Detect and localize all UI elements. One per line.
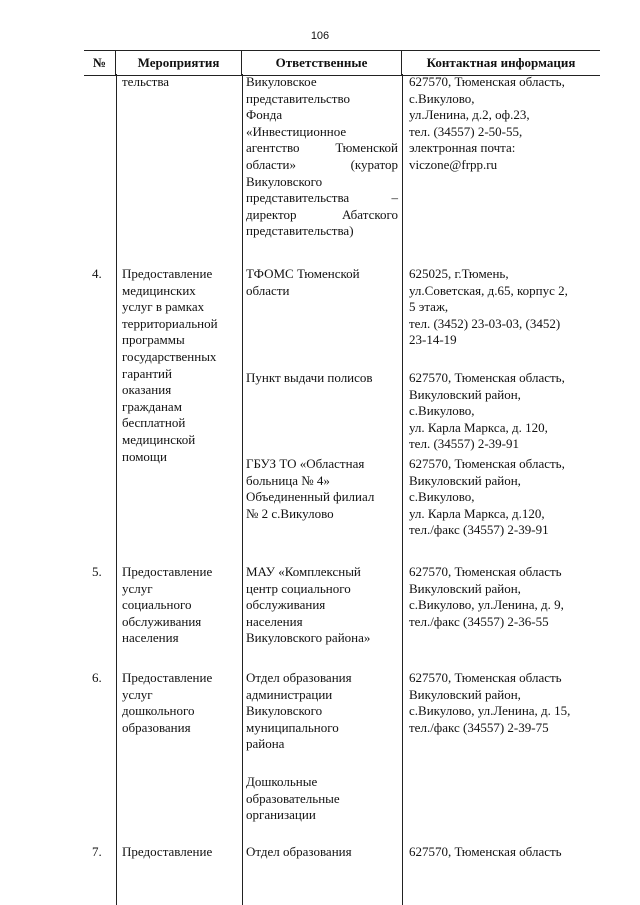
cell-line: Предоставление bbox=[122, 564, 213, 579]
cell-line: бесплатной bbox=[122, 415, 186, 431]
row-4-activity bbox=[122, 266, 238, 465]
cell-line: тельства bbox=[122, 74, 170, 89]
cell-line: Предоставление bbox=[122, 266, 213, 281]
cell-line: социального bbox=[122, 597, 192, 613]
table-header bbox=[84, 50, 600, 76]
row-5-contact bbox=[409, 564, 599, 630]
cell-line: с.Викулово, ул.Ленина, д. 15, bbox=[409, 703, 571, 719]
cell-line: ГБУЗ ТО «Областная bbox=[246, 456, 365, 471]
cell-line: «Инвестиционное bbox=[246, 123, 347, 139]
row-6-activity bbox=[122, 670, 238, 736]
row-continuation-activity bbox=[122, 74, 238, 91]
cell-line: Отдел образования bbox=[246, 844, 352, 859]
cell-line: тел. (34557) 2-39-91 bbox=[409, 436, 520, 452]
cell-line: ул. Карла Маркса, д.120, bbox=[409, 505, 545, 521]
row-7-activity bbox=[122, 844, 238, 861]
row-7-responsible bbox=[246, 844, 398, 861]
row-4-contact-hospital bbox=[409, 456, 599, 539]
cell-line: Викуловское bbox=[246, 74, 317, 89]
cell-line: электронная почта: bbox=[409, 140, 516, 156]
cell-line: населения bbox=[246, 613, 303, 629]
cell-line: МАУ «Комплексный bbox=[246, 564, 361, 579]
cell-line: тел./факс (34557) 2-39-75 bbox=[409, 719, 549, 735]
cell-line: образовательные bbox=[246, 790, 340, 806]
cell-line: тел./факс (34557) 2-36-55 bbox=[409, 613, 549, 629]
cell-line: 627570, Тюменская область, bbox=[409, 74, 565, 89]
page-number: 106 bbox=[310, 30, 330, 42]
cell-line: Викуловский район, bbox=[409, 386, 521, 402]
row-6-number: 6. bbox=[92, 670, 102, 685]
cell-line: № 2 с.Викулово bbox=[246, 505, 334, 521]
cell-line: Пункт выдачи полисов bbox=[246, 370, 373, 385]
cell-line: ул. Карла Маркса, д. 120, bbox=[409, 419, 548, 435]
cell-line: программы bbox=[122, 332, 185, 348]
cell-line: представительства – bbox=[246, 190, 398, 206]
cell-line: агентство Тюменской bbox=[246, 140, 398, 156]
cell-line: с.Викулово, bbox=[409, 489, 475, 505]
cell-line: организации bbox=[246, 807, 316, 823]
cell-line: представительства) bbox=[246, 223, 354, 239]
cell-line: Предоставление bbox=[122, 670, 213, 685]
cell-line: дошкольного bbox=[122, 703, 195, 719]
cell-line: 23-14-19 bbox=[409, 332, 457, 348]
cell-line: услуг в рамках bbox=[122, 299, 205, 315]
cell-line: 627570, Тюменская область bbox=[409, 564, 562, 579]
cell-line: тел./факс (34557) 2-39-91 bbox=[409, 522, 549, 538]
cell-line: Предоставление bbox=[122, 844, 213, 859]
cell-line: муниципального bbox=[246, 719, 339, 735]
row-continuation-contact bbox=[409, 74, 599, 174]
row-5-activity bbox=[122, 564, 238, 647]
cell-line: обслуживания bbox=[246, 597, 326, 613]
header-responsible: Ответственные bbox=[242, 51, 402, 75]
cell-line: населения bbox=[122, 630, 179, 646]
column-divider bbox=[116, 74, 117, 905]
column-divider bbox=[402, 74, 403, 905]
cell-line: viczone@frpp.ru bbox=[409, 156, 498, 172]
header-number: № bbox=[84, 51, 116, 75]
header-contact: Контактная информация bbox=[426, 55, 576, 70]
cell-line: государственных bbox=[122, 348, 217, 364]
cell-line: представительство bbox=[246, 90, 351, 106]
cell-line: района bbox=[246, 736, 285, 752]
row-4-contact-tfoms bbox=[409, 266, 599, 349]
cell-line: ул.Советская, д.65, корпус 2, bbox=[409, 282, 568, 298]
row-7-number: 7. bbox=[92, 844, 102, 859]
cell-line: услуг bbox=[122, 580, 153, 596]
cell-line: 627570, Тюменская область bbox=[409, 844, 562, 859]
cell-line: территориальной bbox=[122, 315, 218, 331]
cell-line: Викуловский район, bbox=[409, 686, 521, 702]
column-divider bbox=[242, 74, 243, 905]
cell-line: Викуловского bbox=[246, 173, 323, 189]
cell-line: Отдел образования bbox=[246, 670, 352, 685]
row-4-responsible-tfoms bbox=[246, 266, 398, 299]
cell-line: больница № 4» bbox=[246, 472, 330, 488]
row-6-responsible-department bbox=[246, 670, 398, 753]
cell-line: 627570, Тюменская область, bbox=[409, 456, 565, 471]
cell-line: образования bbox=[122, 719, 191, 735]
cell-line: ТФОМС Тюменской bbox=[246, 266, 360, 281]
cell-line: 627570, Тюменская область bbox=[409, 670, 562, 685]
cell-line: медицинской bbox=[122, 431, 196, 447]
cell-line: области bbox=[246, 282, 290, 298]
row-7-contact bbox=[409, 844, 599, 861]
cell-line: тел. (34557) 2-50-55, bbox=[409, 123, 523, 139]
cell-line: Дошкольные bbox=[246, 774, 318, 789]
cell-line: 625025, г.Тюмень, bbox=[409, 266, 509, 281]
cell-line: оказания bbox=[122, 382, 172, 398]
header-activities: Мероприятия bbox=[116, 51, 242, 75]
cell-line: гарантий bbox=[122, 365, 172, 381]
row-6-contact bbox=[409, 670, 599, 736]
cell-line: услуг bbox=[122, 686, 153, 702]
row-4-number: 4. bbox=[92, 266, 102, 281]
cell-line: Викуловского bbox=[246, 703, 323, 719]
cell-line: директор Абатского bbox=[246, 206, 398, 222]
cell-line: обслуживания bbox=[122, 613, 202, 629]
cell-line: Викуловского района» bbox=[246, 630, 371, 646]
cell-line: 5 этаж, bbox=[409, 299, 449, 315]
cell-line: помощи bbox=[122, 448, 167, 464]
cell-line: с.Викулово, bbox=[409, 90, 475, 106]
cell-line: Фонда bbox=[246, 107, 283, 123]
cell-line: центр социального bbox=[246, 580, 351, 596]
row-4-contact-policy-point bbox=[409, 370, 599, 453]
cell-line: Викуловский район, bbox=[409, 580, 521, 596]
cell-line: области» (куратор bbox=[246, 156, 398, 172]
cell-line: тел. (3452) 23-03-03, (3452) bbox=[409, 315, 561, 331]
cell-line: Объединенный филиал bbox=[246, 489, 375, 505]
cell-line: Викуловский район, bbox=[409, 472, 521, 488]
cell-line: администрации bbox=[246, 686, 333, 702]
row-5-number: 5. bbox=[92, 564, 102, 579]
cell-line: ул.Ленина, д.2, оф.23, bbox=[409, 107, 530, 123]
cell-line: медицинских bbox=[122, 282, 196, 298]
cell-line: с.Викулово, ул.Ленина, д. 9, bbox=[409, 597, 564, 613]
cell-line: 627570, Тюменская область, bbox=[409, 370, 565, 385]
table-body bbox=[84, 74, 600, 905]
row-4-responsible-hospital bbox=[246, 456, 398, 522]
row-continuation-responsible bbox=[246, 74, 398, 240]
row-4-responsible-policy-point bbox=[246, 370, 398, 387]
row-5-responsible bbox=[246, 564, 398, 647]
row-6-responsible-preschools bbox=[246, 774, 398, 824]
cell-line: гражданам bbox=[122, 398, 182, 414]
cell-line: с.Викулово, bbox=[409, 403, 475, 419]
